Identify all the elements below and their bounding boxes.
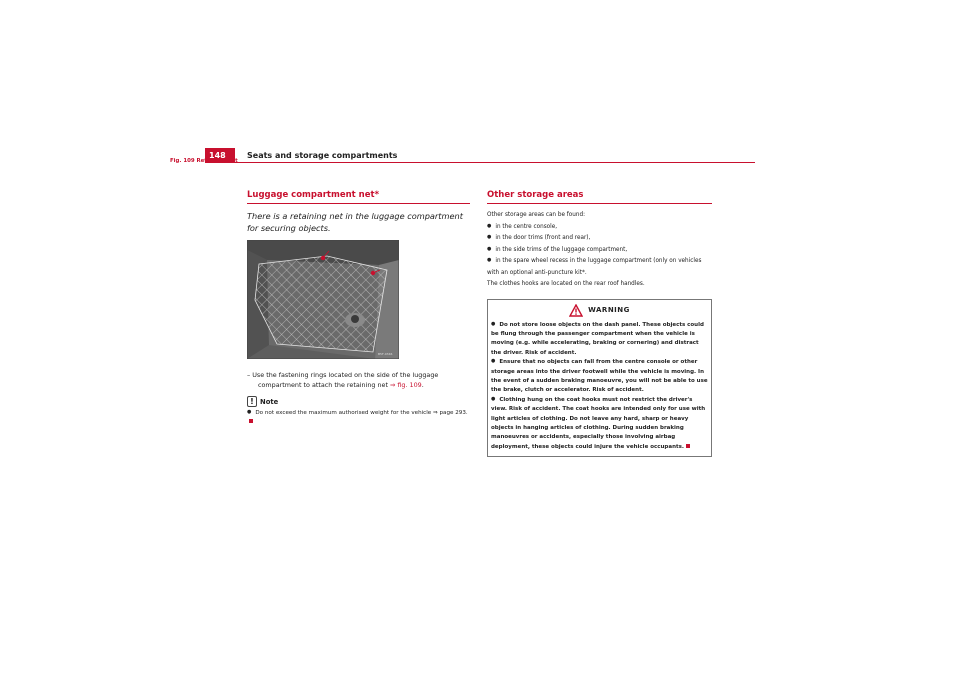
end-mark-icon xyxy=(686,444,690,448)
step-end: . xyxy=(421,381,424,389)
chapter-title: Seats and storage compartments xyxy=(247,151,398,160)
retaining-net-illustration xyxy=(247,240,399,359)
step-text: – Use the fastening rings located on the side of the luggage compartment to attach the retaining net xyxy=(247,371,439,389)
storage-lead: Other storage areas can be found: xyxy=(487,212,585,218)
instruction-step xyxy=(247,370,470,390)
warning-item-text: Ensure that no objects can fall from the centre console or other storage areas into the driver footwell while the vehicle is moving. In the event of a sudden braking manoeuvre, you will not be able to use the brake, clutch or accelerator. Risk of accident. xyxy=(491,359,708,394)
storage-item-2 xyxy=(487,233,712,245)
storage-item-text: in the side trims of the luggage compartment, xyxy=(495,246,628,253)
storage-item-1 xyxy=(487,222,712,234)
page-number: 148 xyxy=(205,148,235,163)
figure-code: B5F-0346 xyxy=(378,352,393,356)
warning-box xyxy=(487,299,712,458)
note-text xyxy=(247,409,470,427)
storage-item-text: in the spare wheel recess in the luggage compartment (only on vehicles with an optional anti-puncture kit*. xyxy=(487,258,702,276)
warning-heading xyxy=(491,302,708,319)
storage-item-text: in the door trims (front and rear), xyxy=(495,235,591,241)
warning-item-text: Do not store loose objects on the dash panel. These objects could be flung through the passenger compartment when the vehicle is moving (e.g. while accelerating, braking or cornering) and distract the driver. Risk of accident. xyxy=(491,321,704,356)
end-mark-icon xyxy=(249,419,253,423)
header-rule xyxy=(205,162,755,163)
storage-item-4 xyxy=(487,256,712,279)
note-body: Do not exceed the maximum authorised weight for the vehicle ⇒ page 293. xyxy=(255,410,468,416)
figure-caption: Fig. 109 Retaining net xyxy=(170,158,238,164)
left-column xyxy=(247,190,470,427)
note-title: Note xyxy=(260,397,279,406)
right-column xyxy=(487,190,712,457)
section-intro: There is a retaining net in the luggage compartment for securing objects. xyxy=(247,211,463,233)
note-exclamation-icon: ! xyxy=(247,396,257,407)
warning-triangle-icon xyxy=(569,304,583,317)
storage-item-text: in the centre console, xyxy=(495,223,558,230)
figure-retaining-net xyxy=(247,240,399,359)
warning-item-3 xyxy=(491,396,708,452)
section-title-other-storage: Other storage areas xyxy=(487,190,712,204)
note-heading xyxy=(247,396,470,407)
warning-item-1 xyxy=(491,321,708,359)
clothes-hooks-text: The clothes hooks are located on the rear roof handles. xyxy=(487,281,645,287)
storage-item-3 xyxy=(487,245,712,257)
figure-reference-link[interactable]: ⇒ fig. 109 xyxy=(390,381,422,389)
warning-title: WARNING xyxy=(588,306,630,314)
warning-item-text: Clothing hung on the coat hooks must not restrict the driver's view. Risk of accident. The coat hooks are intended only for use with light articles of clothing. Do not leave any hard, sharp or heavy objects in hanging articles of clothing. During sudden braking manoeuvres or accidents, especially those involving airbag deployment, these objects could injure the vehicle occupants. xyxy=(491,396,706,450)
section-title-luggage-net: Luggage compartment net* xyxy=(247,190,470,204)
warning-item-2 xyxy=(491,358,708,396)
